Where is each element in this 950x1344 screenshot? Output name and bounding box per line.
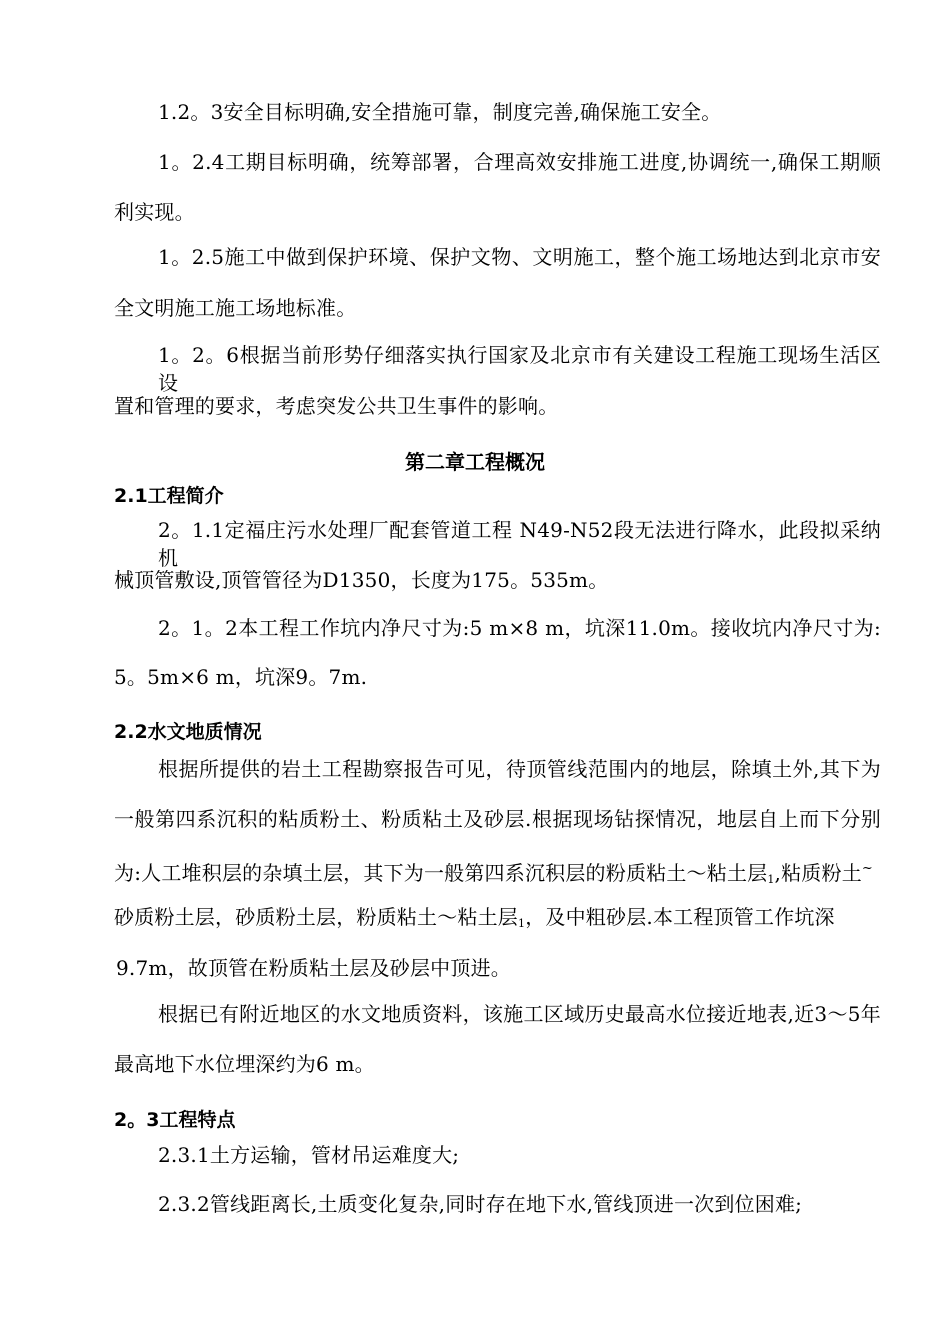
paragraph-2-1-1-line-2: 械顶管敷设,顶管管径为D1350，长度为175。535m。 xyxy=(114,568,609,592)
paragraph-2-2-2-line-2: 最高地下水位埋深约为6 m。 xyxy=(114,1052,375,1076)
paragraph-2-2-2-line-1: 根据已有附近地区的水文地质资料，该施工区域历史最高水位接近地表,近3～5年 xyxy=(158,1002,881,1026)
paragraph-2-1-2-line-2: 5。5m×6 m，坑深9。7m. xyxy=(114,665,368,689)
line-4-text-b: ，及中粗砂层.本工程顶管工作坑深 xyxy=(525,905,835,929)
subscript-1: 1 xyxy=(767,873,775,886)
item-2-3-1: 2.3.1土方运输，管材吊运难度大; xyxy=(158,1143,460,1167)
paragraph-2-2-1-line-5: 9.7m，故顶管在粉质粘土层及砂层中顶进。 xyxy=(116,956,511,980)
paragraph-1-2-6-line-2: 置和管理的要求，考虑突发公共卫生事件的影响。 xyxy=(114,394,559,418)
paragraph-2-1-2-line-1: 2。1。2本工程工作坑内净尺寸为:5 m×8 m，坑深11.0m。接收坑内净尺寸为: xyxy=(158,616,881,640)
paragraph-2-2-1-line-2: 一般第四系沉积的粘质粉土、粉质粘土及砂层.根据现场钻探情况，地层自上而下分别 xyxy=(114,807,881,831)
line-3-text-b: ,粘质粉土 xyxy=(774,861,862,885)
paragraph-2-2-1-line-4 xyxy=(114,903,881,938)
tilde-mark: ~ xyxy=(861,861,873,876)
paragraph-2-2-1-line-1: 根据所提供的岩土工程勘察报告可见，待顶管线范围内的地层，除填土外,其下为 xyxy=(158,757,881,781)
section-heading-2-2: 2.2水文地质情况 xyxy=(114,721,262,743)
line-3-text-a: 为:人工堆积层的杂填土层，其下为一般第四系沉积层的粉质粘土～粘土层 xyxy=(114,861,768,885)
section-heading-2-1: 2.1工程简介 xyxy=(114,485,224,507)
chapter-title: 第二章工程概况 xyxy=(405,450,545,474)
paragraph-1-2-4-line-1: 1。2.4工期目标明确，统筹部署，合理高效安排施工进度,协调统一,确保工期顺 xyxy=(158,150,881,174)
paragraph-1-2-6-line-1: 1。2。6根据当前形势仔细落实执行国家及北京市有关建设工程施工现场生活区设 xyxy=(158,343,881,395)
item-2-3-2: 2.3.2管线距离长,土质变化复杂,同时存在地下水,管线顶进一次到位困难; xyxy=(158,1192,803,1216)
subscript-1: 1 xyxy=(518,917,526,930)
paragraph-1-2-5-line-1: 1。2.5施工中做到保护环境、保护文物、文明施工，整个施工场地达到北京市安 xyxy=(158,245,881,269)
line-4-text-a: 砂质粉土层，砂质粉土层，粉质粘土～粘土层 xyxy=(114,905,518,929)
section-heading-2-3: 2。3工程特点 xyxy=(114,1109,236,1131)
paragraph-1-2-4-line-2: 利实现。 xyxy=(114,200,195,224)
paragraph-1-2-3: 1.2。3安全目标明确,安全措施可靠，制度完善,确保施工安全。 xyxy=(158,100,722,124)
paragraph-2-2-1-line-3 xyxy=(114,855,881,894)
paragraph-1-2-5-line-2: 全文明施工施工场地标准。 xyxy=(114,296,357,320)
paragraph-2-1-1-line-1: 2。1.1定福庄污水处理厂配套管道工程 N49-N52段无法进行降水，此段拟采纳机 xyxy=(158,518,881,570)
